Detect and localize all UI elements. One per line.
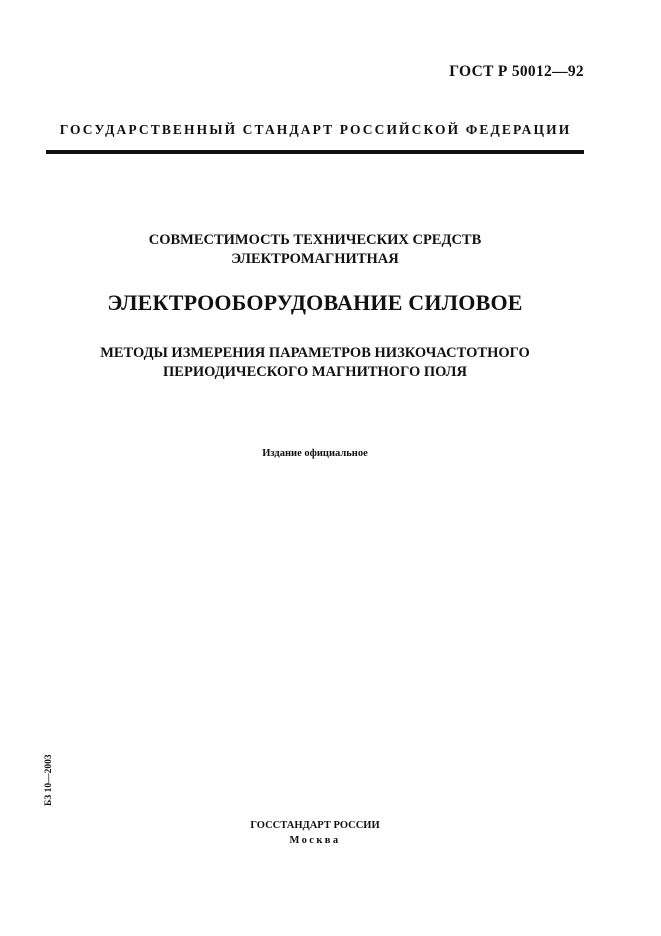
header-rule: [46, 150, 584, 154]
subtitle-line: МЕТОДЫ ИЗМЕРЕНИЯ ПАРАМЕТРОВ НИЗКОЧАСТОТНОГО: [100, 345, 530, 361]
standard-header: ГОСУДАРСТВЕННЫЙ СТАНДАРТ РОССИЙСКОЙ ФЕДЕРАЦИИ: [59, 122, 572, 137]
document-number: ГОСТ Р 50012—92: [449, 63, 584, 80]
publisher-block: [46, 818, 584, 848]
subtitle-line: ПЕРИОДИЧЕСКОГО МАГНИТНОГО ПОЛЯ: [163, 364, 467, 380]
side-note: БЗ 10—2003: [44, 754, 54, 806]
group-title: [46, 231, 584, 269]
group-title-line: СОВМЕСТИМОСТЬ ТЕХНИЧЕСКИХ СРЕДСТВ: [148, 232, 482, 248]
group-title-line: ЭЛЕКТРОМАГНИТНАЯ: [231, 251, 399, 267]
main-title: ЭЛЕКТРООБОРУДОВАНИЕ СИЛОВОЕ: [107, 290, 523, 315]
publisher-city: Москва: [289, 835, 341, 846]
publisher-name: ГОССТАНДАРТ РОССИИ: [250, 820, 380, 831]
edition-label: Издание официальное: [262, 448, 368, 459]
subtitle: [46, 344, 584, 382]
